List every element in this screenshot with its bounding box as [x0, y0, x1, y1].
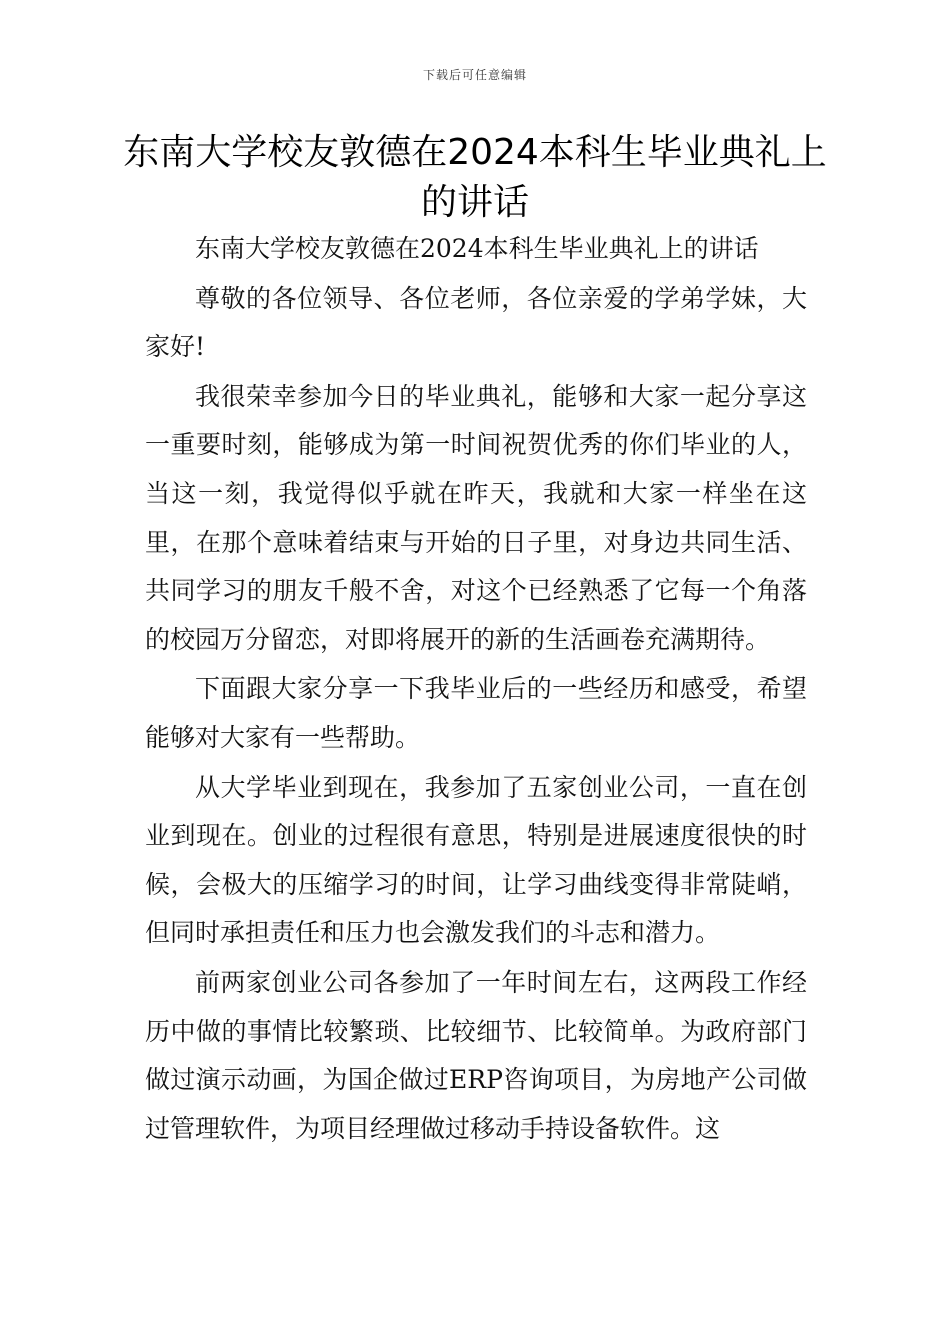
document-title: 东南大学校友敦德在2024本科生毕业典礼上的讲话	[123, 132, 827, 223]
paragraph: 东南大学校友敦德在2024本科生毕业典礼上的讲话	[195, 234, 759, 263]
paragraph: 前两家创业公司各参加了一年时间左右，这两段工作经历中做的事情比较繁琐、比较细节、比较简单。为政府部门做过演示动画，为国企做过ERP咨询项目，为房地产公司做过管理软件，为项目经理做过移动手持设备软件。这	[145, 967, 807, 1143]
paragraph: 我很荣幸参加今日的毕业典礼，能够和大家一起分享这一重要时刻，能够成为第一时间祝贺优秀的你们毕业的人，当这一刻，我觉得似乎就在昨天，我就和大家一样坐在这里，在那个意味着结束与开始的日子里，对身边共同生活、共同学习的朋友千般不舍，对这个已经熟悉了它每一个角落的校园万分留恋，对即将展开的新的生活画卷充满期待。	[145, 381, 807, 654]
header-note: 下载后可任意编辑	[422, 68, 527, 82]
paragraph: 下面跟大家分享一下我毕业后的一些经历和感受，希望能够对大家有一些帮助。	[145, 674, 807, 752]
document-body	[145, 225, 807, 1154]
paragraph: 从大学毕业到现在，我参加了五家创业公司，一直在创业到现在。创业的过程很有意思，特别是进展速度很快的时候，会极大的压缩学习的时间，让学习曲线变得非常陡峭，但同时承担责任和压力也会激发我们的斗志和潜力。	[145, 772, 807, 948]
paragraph: 尊敬的各位领导、各位老师，各位亲爱的学弟学妹，大家好!	[145, 283, 807, 362]
